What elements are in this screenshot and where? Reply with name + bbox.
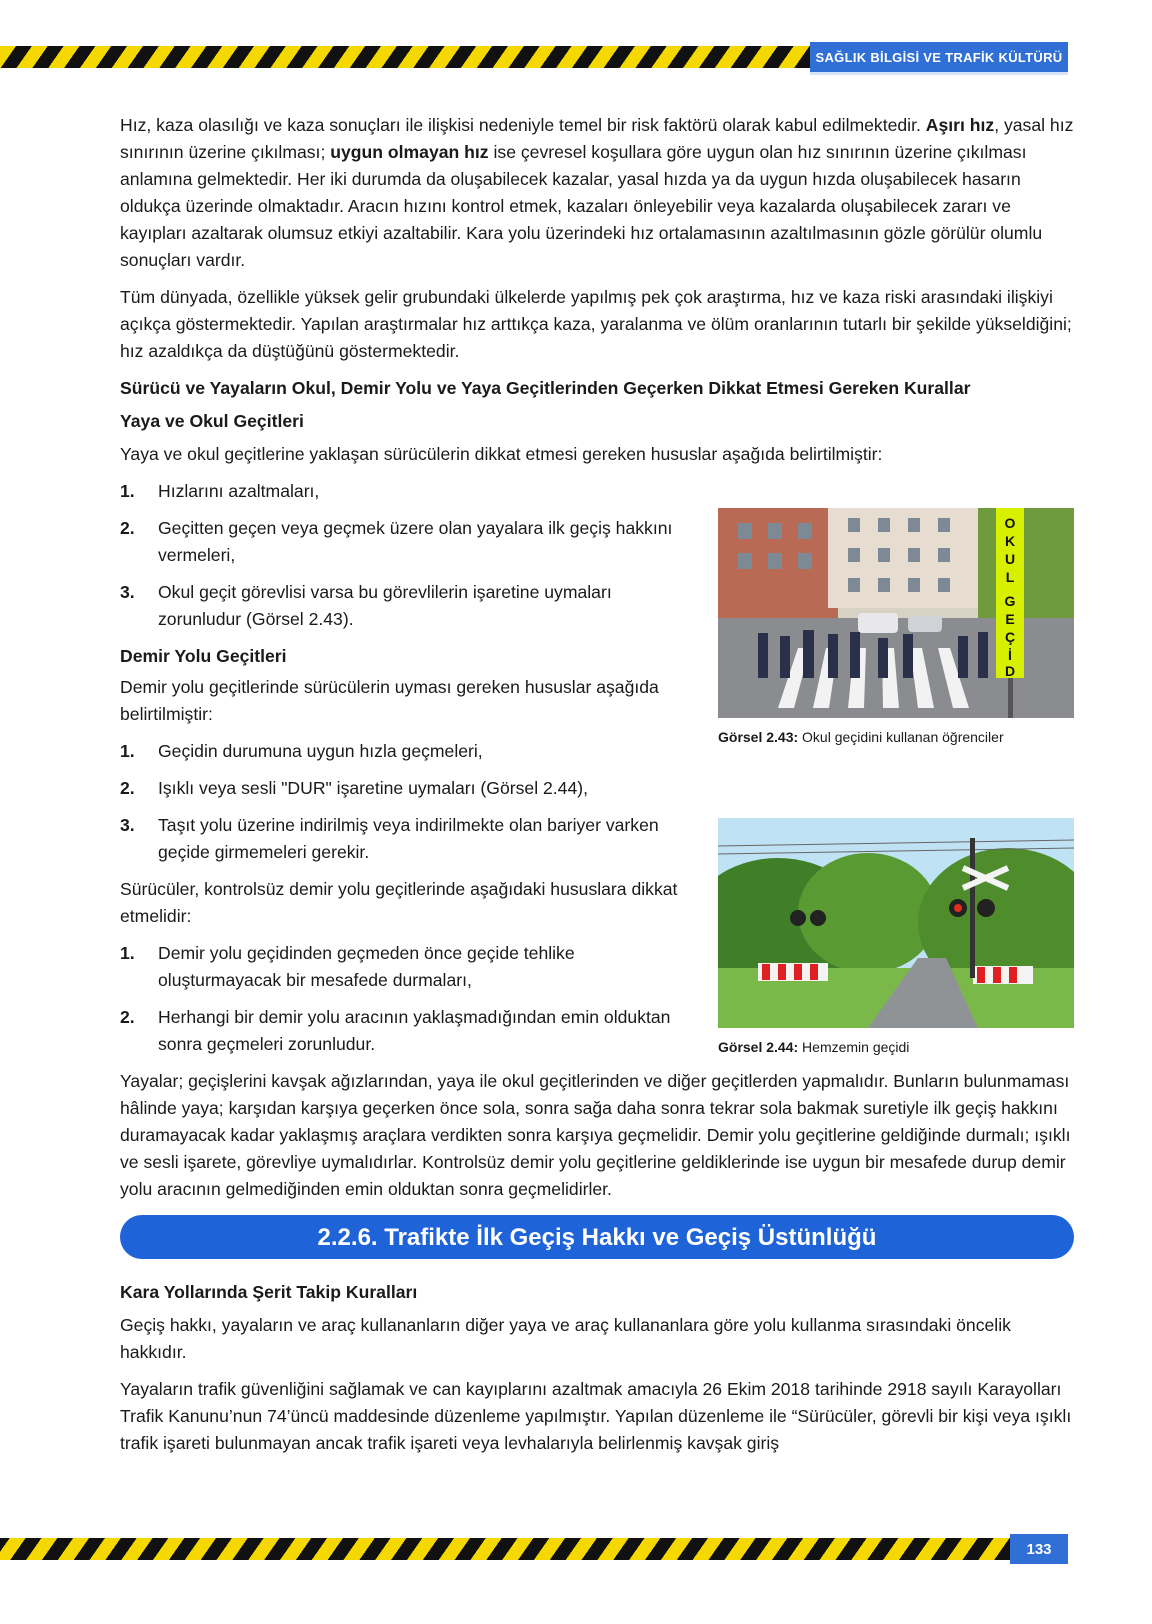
svg-text:G: G: [1004, 593, 1016, 609]
paragraph-research: Tüm dünyada, özellikle yüksek gelir grubundaki ülkelerde yapılmış pek çok araştırma, hız ve kaza riski arasındaki ilişkiyi açıkça göstermektedir. Yapılan araştırmalar hız arttıkça kaza, yaralanma ve ölüm oranlarının tutarlı bir şekilde yükseldiğini; hız azaldıkça da düştüğünü göstermektedir.: [120, 287, 1072, 361]
section-title-bar: 2.2.6. Trafikte İlk Geçiş Hakkı ve Geçiş Üstünlüğü: [120, 1215, 1074, 1259]
list-item: 3. Taşıt yolu üzerine indirilmiş veya indirilmekte olan bariyer varken geçide girmemeleri gerekir.: [120, 815, 659, 862]
list-item: 1. Hızlarını azaltmaları,: [120, 481, 320, 501]
figure-caption: Görsel 2.43: Okul geçidini kullanan öğrenciler: [718, 729, 1004, 745]
figure-school-crossing: [718, 508, 1074, 746]
list-item: 1. Geçidin durumuna uygun hızla geçmeleri,: [120, 741, 483, 761]
svg-text:K: K: [1004, 533, 1016, 549]
railway-intro-uncontrolled: Sürücüler, kontrolsüz demir yolu geçitlerinde aşağıdaki hususlara dikkat etmelidir:: [120, 879, 678, 926]
list-item: 3. Okul geçit görevlisi varsa bu görevlilerin işaretine uymaları zorunludur (Görsel 2.43).: [120, 582, 612, 629]
pedestrian-intro: Yaya ve okul geçitlerine yaklaşan sürücülerin dikkat etmesi gereken hususlar aşağıda belirtilmiştir:: [120, 444, 883, 464]
list-item: 2. Işıklı veya sesli "DUR" işaretine uymaları (Görsel 2.44),: [120, 778, 588, 798]
railway-heading: Demir Yolu Geçitleri: [120, 646, 287, 666]
paragraph-right-of-way: Geçiş hakkı, yayaların ve araç kullananların diğer yaya ve araç kullananlara göre yolu kullanma sırasındaki öncelik hakkıdır.: [120, 1315, 1011, 1362]
figure-level-crossing: [718, 818, 1074, 1056]
level-crossing-photo: [718, 818, 1074, 1028]
svg-text:Ç: Ç: [1004, 629, 1016, 645]
lane-heading: Kara Yollarında Şerit Takip Kuralları: [120, 1282, 418, 1302]
svg-text:İ: İ: [1008, 647, 1012, 663]
list-item: 2. Geçitten geçen veya geçmek üzere olan yayalara ilk geçiş hakkını vermeleri,: [120, 518, 673, 565]
school-crossing-photo: [718, 508, 1074, 718]
list-item: 2. Herhangi bir demir yolu aracının yaklaşmadığından emin olduktan sonra geçmeleri zorunludur.: [120, 1007, 671, 1054]
list-item: 1. Demir yolu geçidinden geçmeden önce geçide tehlike oluşturmayacak bir mesafede durmaları,: [120, 943, 575, 990]
top-hazard-stripe: [0, 46, 810, 68]
paragraph-law: Yayaların trafik güvenliğini sağlamak ve can kayıplarını azaltmak amacıyla 26 Ekim 2018 tarihinde 2918 sayılı Karayolları Trafik Kanunu’nun 74’üncü maddesinde düzenleme yapılmıştır. Yapılan düzenleme ile “Sürücüler, görevli bir kişi veya ışıklı trafik işareti bulunmayan ancak trafik işareti veya levhalarıyla belirlenmiş kavşak giriş: [120, 1379, 1072, 1453]
okul-gecidi-sign: O: [1004, 515, 1016, 531]
page-number: 133: [1010, 1534, 1068, 1564]
railway-uncontrolled-list: [120, 940, 692, 1058]
railway-list: [120, 738, 692, 866]
paragraph-pedestrians: Yayalar; geçişlerini kavşak ağızlarından, yaya ile okul geçitlerinden ve diğer geçitlerden yapmalıdır. Bunların bulunmaması hâlinde yaya; karşıdan karşıya geçerken önce sola, sonra sağa daha sonra tekrar sola bakmak suretiyle ilk geçiş hakkını duramayacak kadar yaklaşmış araçlara verdikten sonra karşıya geçmelidir. Demir yolu geçitlerine geldiğinde durmalı; ışıklı ve sesli işarete, görevliye uymalıdırlar. Kontrolsüz demir yolu geçitlerine geldiklerinde ise uygun bir mesafede durup demir yolu aracının gelmediğinden emin olduktan sonra geçmelidirler.: [120, 1071, 1071, 1199]
railway-intro: Demir yolu geçitlerinde sürücülerin uyması gereken hususlar aşağıda belirtilmiştir:: [120, 677, 659, 724]
header-chapter-tag: SAĞLIK BİLGİSİ VE TRAFİK KÜLTÜRÜ: [810, 42, 1068, 75]
pedestrian-list: [120, 478, 692, 633]
svg-text:U: U: [1004, 551, 1016, 567]
svg-text:L: L: [1005, 569, 1015, 585]
svg-text:D: D: [1004, 663, 1016, 679]
left-column: [120, 478, 692, 1058]
rules-heading: Sürücü ve Yayaların Okul, Demir Yolu ve Yaya Geçitlerinden Geçerken Dikkat Etmesi Gereken Kurallar: [120, 378, 971, 398]
pedestrian-heading: Yaya ve Okul Geçitleri: [120, 411, 304, 431]
svg-text:E: E: [1005, 611, 1015, 627]
bottom-hazard-stripe: [0, 1538, 1010, 1560]
page-content: [120, 112, 1074, 1467]
paragraph-speed: Hız, kaza olasılığı ve kaza sonuçları ile ilişkisi nedeniyle temel bir risk faktörü olarak kabul edilmektedir. Aşırı hız, yasal hız sınırının üzerine çıkılması; uygun olmayan hız ise çevresel koşullara göre uygun olan hız sınırının üzerine çıkılması anlamına gelmektedir. Her iki durumda da oluşabilecek kazalar, yasal hızda ya da uygun hızda oluşabilecek hasarın oldukça üzerinde olmaktadır. Aracın hızını kontrol etmek, kazaları önleyebilir veya kazalarda oluşabilecek zararı ve kayıpları azaltarak olumsuz etkiyi azaltabilir. Kara yolu üzerindeki hız ortalamasının azaltılmasının gözle görülür olumlu sonuçları vardır.: [120, 115, 1074, 270]
figure-caption: Görsel 2.44: Hemzemin geçidi: [718, 1039, 910, 1055]
